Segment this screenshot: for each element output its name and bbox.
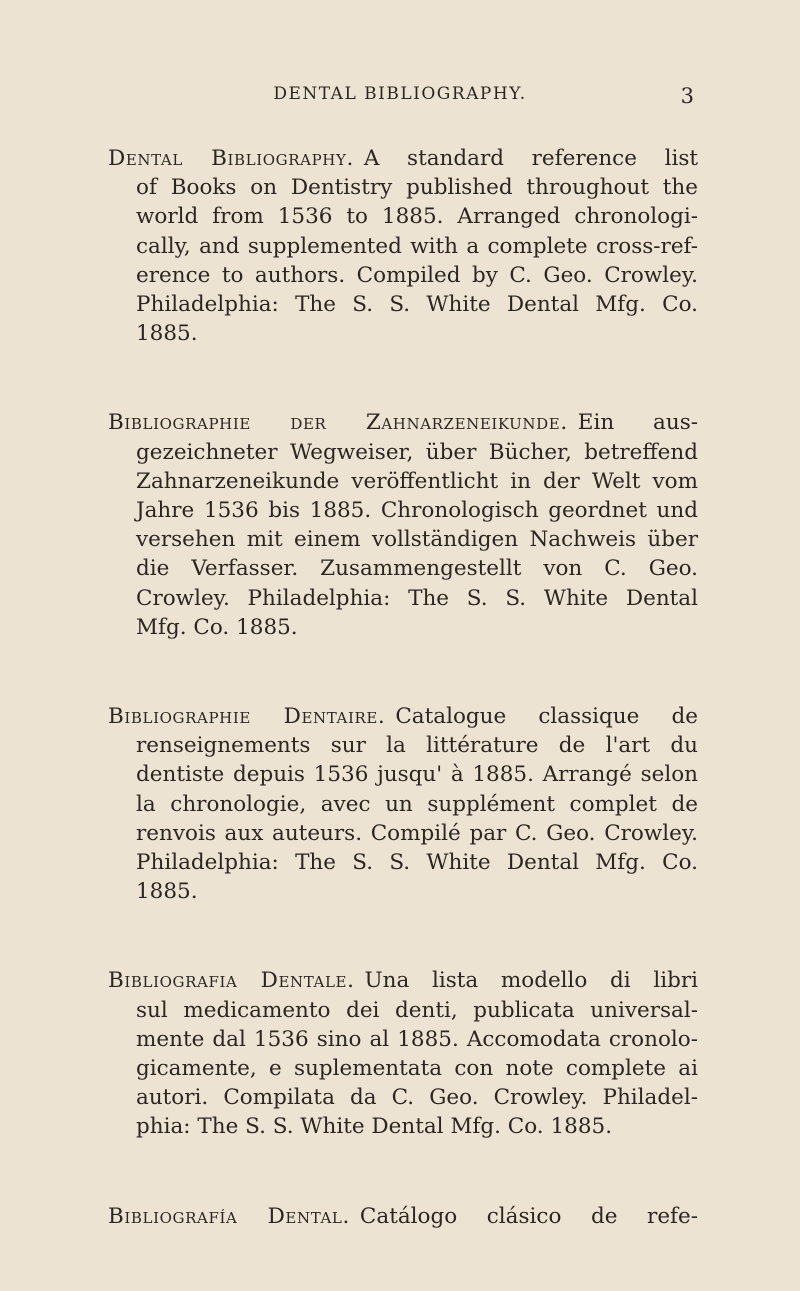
page-number: 3 xyxy=(680,84,694,108)
entry-line: la chronologie, avec un supplément complet de xyxy=(136,791,698,817)
entry-heading: Bibliographie der Zahnarzeneikunde. xyxy=(108,410,568,436)
entry-line: die Verfasser. Zusammengestellt von C. Geo. xyxy=(136,556,698,582)
entry-line: Philadelphia: The S. S. White Dental Mfg. Co. xyxy=(136,292,698,318)
entry-line: 1885. xyxy=(136,879,198,905)
entry-first-text: Catalogue classique de xyxy=(395,704,698,730)
entry-first-line xyxy=(108,408,698,437)
entry-line: Crowley. Philadelphia: The S. S. White Dental xyxy=(136,585,698,611)
entry-line: phia: The S. S. White Dental Mfg. Co. 1885. xyxy=(136,1114,613,1140)
entry-line: 1885. xyxy=(136,321,198,347)
entry-first-text: Catálogo clásico de refe- xyxy=(359,1203,698,1229)
entry-line: versehen mit einem vollständigen Nachweis über xyxy=(136,527,698,553)
entry-first-text: A standard reference list xyxy=(363,146,699,171)
entry-heading: Bibliografia Dentale. xyxy=(108,968,355,994)
entry-italian xyxy=(108,966,698,1141)
entry-line: cally, and supplemented with a complete cross-ref- xyxy=(136,233,698,259)
entry-line: autori. Compilata da C. Geo. Crowley. Philadel- xyxy=(136,1085,698,1111)
entry-line: dentiste depuis 1536 jusqu' à 1885. Arrangé selon xyxy=(136,762,698,788)
entry-french xyxy=(108,702,698,906)
entry-line: renvois aux auteurs. Compilé par C. Geo. Crowley. xyxy=(136,820,698,846)
entry-line: world from 1536 to 1885. Arranged chronologi- xyxy=(136,204,698,230)
entry-line: Zahnarzeneikunde veröffentlicht in der Welt vom xyxy=(136,468,698,494)
entry-line: gicamente, e suplementata con note complete ai xyxy=(136,1056,698,1082)
entry-line: Philadelphia: The S. S. White Dental Mfg. Co. xyxy=(136,850,698,876)
entry-line: erence to authors. Compiled by C. Geo. Crowley. xyxy=(136,262,698,288)
entry-first-line xyxy=(108,144,698,173)
entry-heading: Bibliografía Dental. xyxy=(108,1203,350,1229)
entry-heading: Dental Bibliography. xyxy=(108,146,354,171)
entry-line: sul medicamento dei denti, publicata universal- xyxy=(136,997,698,1023)
entry-english xyxy=(108,144,698,348)
entry-line: gezeichneter Wegweiser, über Bücher, betreffend xyxy=(136,439,698,465)
entry-heading: Bibliographie Dentaire. xyxy=(108,704,386,730)
bibliography-entries xyxy=(108,144,698,1291)
running-head-title: DENTAL BIBLIOGRAPHY. xyxy=(273,84,527,104)
entry-line: renseignements sur la littérature de l'art du xyxy=(136,733,698,759)
entry-line: of Books on Dentistry published throughout the xyxy=(136,175,698,201)
entry-first-text: Ein aus- xyxy=(577,410,698,436)
entry-line: mente dal 1536 sino al 1885. Accomodata cronolo- xyxy=(136,1026,698,1052)
running-head xyxy=(0,84,800,114)
entry-first-line xyxy=(108,702,698,731)
entry-line: Mfg. Co. 1885. xyxy=(136,614,298,640)
entry-line: Jahre 1536 bis 1885. Chronologisch geordnet und xyxy=(136,498,698,524)
entry-german xyxy=(108,408,698,642)
entry-first-line xyxy=(108,1202,698,1231)
entry-first-text: Una lista modello di libri xyxy=(364,968,698,994)
entry-first-line xyxy=(108,966,698,995)
entry-spanish xyxy=(108,1202,698,1231)
